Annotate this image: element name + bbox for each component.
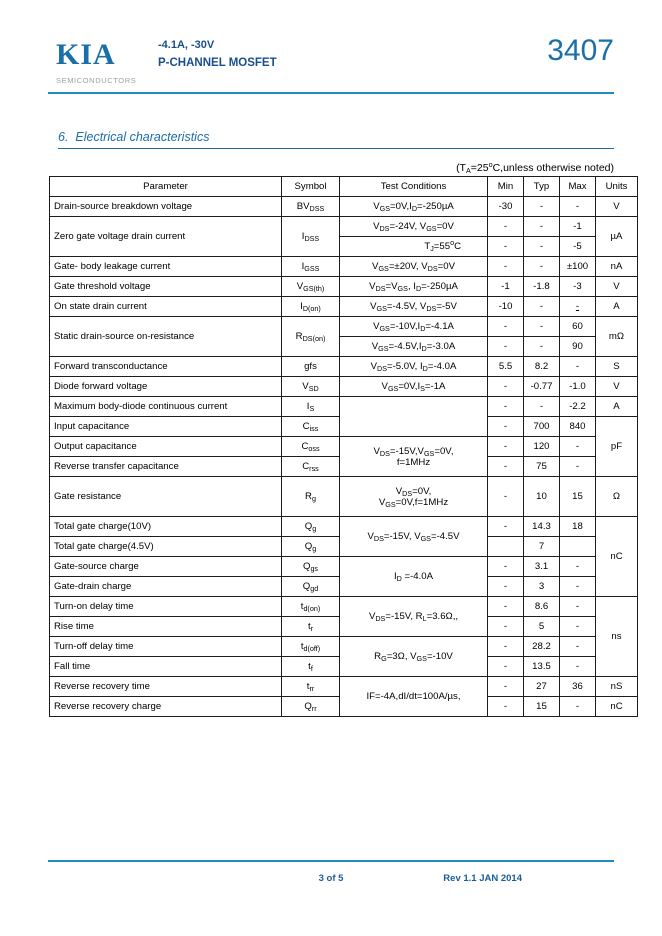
cell-symbol: $t_{d(off)}$ (282, 637, 340, 657)
column-header-symbol: Symbol (282, 177, 340, 197)
table-header-row (50, 177, 638, 197)
header-divider (48, 92, 614, 94)
cell-parameter: Static drain-source on-resistance (50, 317, 282, 357)
cell-typ: 8.6 (524, 597, 560, 617)
cell-parameter: Total gate charge(10V) (50, 517, 282, 537)
test-condition-note: ($T_A=25^oC,unless$ otherwise noted) (456, 160, 614, 175)
cell-typ: - (524, 257, 560, 277)
cell-typ: - (524, 297, 560, 317)
cell-symbol: $I_{GSS}$ (282, 257, 340, 277)
cell-units: nC (596, 517, 638, 597)
cell-max: - (560, 697, 596, 717)
cell-typ: 28.2 (524, 637, 560, 657)
cell-parameter: Output capacitance (50, 437, 282, 457)
table-row (50, 397, 638, 417)
page-header (48, 30, 614, 92)
cell-units: nA (596, 257, 638, 277)
cell-parameter: Reverse recovery time (50, 677, 282, 697)
device-type: P-CHANNEL MOSFET (158, 57, 277, 69)
cell-min: - (488, 697, 524, 717)
cell-symbol: $R_g$ (282, 477, 340, 517)
cell-conditions: $V_{DS}=V_{GS}$, $I_D=-250\mu A$ (340, 277, 488, 297)
cell-parameter: Gate-drain charge (50, 577, 282, 597)
cell-max: 90 (560, 337, 596, 357)
column-header-units: Units (596, 177, 638, 197)
cell-symbol: $I_{DSS}$ (282, 217, 340, 257)
cell-units: V (596, 197, 638, 217)
cell-symbol: $Q_{rr}$ (282, 697, 340, 717)
cell-max: ±100 (560, 257, 596, 277)
cell-symbol: $C_{rss}$ (282, 457, 340, 477)
cell-max: 18 (560, 517, 596, 537)
cell-parameter: Zero gate voltage drain current (50, 217, 282, 257)
cell-parameter: Diode forward voltage (50, 377, 282, 397)
cell-units: ns (596, 597, 638, 677)
company-logo-subtitle: SEMICONDUCTORS (56, 76, 137, 85)
cell-max (560, 537, 596, 557)
cell-typ: 75 (524, 457, 560, 477)
cell-min: - (488, 217, 524, 237)
cell-max: - (560, 357, 596, 377)
cell-parameter: Forward transconductance (50, 357, 282, 377)
cell-max: - (560, 437, 596, 457)
cell-parameter: Turn-on delay time (50, 597, 282, 617)
cell-typ: 27 (524, 677, 560, 697)
cell-typ: 700 (524, 417, 560, 437)
cell-max: - (560, 597, 596, 617)
cell-units: A (596, 397, 638, 417)
cell-symbol: gfs (282, 357, 340, 377)
cell-min: - (488, 337, 524, 357)
section-divider (58, 148, 614, 149)
cell-symbol: $BV_{DSS}$ (282, 197, 340, 217)
device-rating: -4.1A, -30V (158, 39, 215, 51)
cell-symbol: $I_{D(on)}$ (282, 297, 340, 317)
cell-max: - (560, 577, 596, 597)
cell-min: - (488, 397, 524, 417)
cell-units: pF (596, 417, 638, 477)
table-row (50, 357, 638, 377)
cell-max: - (560, 637, 596, 657)
cell-typ: 5 (524, 617, 560, 637)
cell-symbol: $V_{GS(th)}$ (282, 277, 340, 297)
cell-typ: - (524, 197, 560, 217)
cell-symbol: $Q_g$ (282, 537, 340, 557)
column-header-min: Min (488, 177, 524, 197)
table-row (50, 317, 638, 337)
table-row (50, 677, 638, 697)
cell-min: - (488, 657, 524, 677)
cell-conditions: $V_{DS}=0V$, $V_{GS}=0V,f=1MHz$ (340, 477, 488, 517)
cell-min: -10 (488, 297, 524, 317)
cell-min: - (488, 517, 524, 537)
cell-parameter: Maximum body-diode continuous current (50, 397, 282, 417)
cell-max: - (560, 557, 596, 577)
cell-min: - (488, 477, 524, 517)
table-row (50, 277, 638, 297)
cell-conditions: $V_{DS}=-15V$, $V_{GS}=-4.5V$ (340, 517, 488, 557)
cell-conditions: $R_G=3\Omega$, $V_{GS}=-10V$ (340, 637, 488, 677)
cell-symbol: $C_{iss}$ (282, 417, 340, 437)
section-heading (58, 130, 209, 144)
cell-typ: 8.2 (524, 357, 560, 377)
cell-max: -2.2 (560, 397, 596, 417)
cell-parameter: Gate-source charge (50, 557, 282, 577)
cell-min: -1 (488, 277, 524, 297)
cell-parameter: Rise time (50, 617, 282, 637)
cell-typ: 3.1 (524, 557, 560, 577)
cell-typ: - (524, 337, 560, 357)
cell-max: 840 (560, 417, 596, 437)
cell-conditions: $V_{GS}=0V,I_D=-250\mu A$ (340, 197, 488, 217)
cell-symbol: $Q_{gs}$ (282, 557, 340, 577)
cell-max: - (560, 297, 596, 317)
table-row (50, 257, 638, 277)
cell-max: 36 (560, 677, 596, 697)
cell-units: nC (596, 697, 638, 717)
cell-units: V (596, 277, 638, 297)
column-header-parameter: Parameter (50, 177, 282, 197)
cell-max: -3 (560, 277, 596, 297)
cell-symbol: $Q_g$ (282, 517, 340, 537)
cell-symbol: $R_{DS(on)}$ (282, 317, 340, 357)
cell-parameter: Fall time (50, 657, 282, 677)
cell-parameter: Reverse recovery charge (50, 697, 282, 717)
cell-units: A (596, 297, 638, 317)
cell-max: - (560, 197, 596, 217)
table-row (50, 437, 638, 457)
cell-typ: - (524, 397, 560, 417)
table-row (50, 197, 638, 217)
cell-conditions: $V_{DS}=-24V$, $V_{GS}=0V$ (340, 217, 488, 237)
cell-parameter: Drain-source breakdown voltage (50, 197, 282, 217)
cell-symbol: $t_{d(on)}$ (282, 597, 340, 617)
cell-typ: - (524, 217, 560, 237)
column-header-typ: Typ (524, 177, 560, 197)
cell-min: - (488, 437, 524, 457)
page-number: 3 of 5 (318, 873, 344, 884)
cell-parameter: Gate threshold voltage (50, 277, 282, 297)
cell-units: Ω (596, 477, 638, 517)
electrical-characteristics-table (49, 176, 638, 717)
cell-min (488, 537, 524, 557)
cell-min: - (488, 377, 524, 397)
cell-max: 15 (560, 477, 596, 517)
table-row (50, 477, 638, 517)
cell-typ: 13.5 (524, 657, 560, 677)
cell-conditions: $V_{GS}=0V,I_S=-1A$ (340, 377, 488, 397)
cell-max: 60 (560, 317, 596, 337)
cell-min: - (488, 637, 524, 657)
cell-max: - (560, 457, 596, 477)
table-row (50, 217, 638, 237)
cell-parameter: On state drain current (50, 297, 282, 317)
cell-max: - (560, 617, 596, 637)
cell-min: - (488, 237, 524, 257)
cell-symbol: $t_r$ (282, 617, 340, 637)
cell-max: -1.0 (560, 377, 596, 397)
cell-units: nS (596, 677, 638, 697)
footer-divider (48, 860, 614, 862)
table-row (50, 517, 638, 537)
cell-min: 5.5 (488, 357, 524, 377)
company-logo: KIA (56, 38, 116, 71)
electrical-characteristics-table-wrap (49, 176, 627, 717)
cell-min: - (488, 577, 524, 597)
cell-parameter: Total gate charge(4.5V) (50, 537, 282, 557)
cell-symbol: $t_f$ (282, 657, 340, 677)
table-row (50, 597, 638, 617)
cell-symbol: $Q_{gd}$ (282, 577, 340, 597)
table-row (50, 557, 638, 577)
cell-max: -5 (560, 237, 596, 257)
cell-typ: - (524, 237, 560, 257)
cell-max: - (560, 657, 596, 677)
cell-conditions: $I_D =-4.0A$ (340, 557, 488, 597)
cell-symbol: $C_{oss}$ (282, 437, 340, 457)
cell-typ: 10 (524, 477, 560, 517)
cell-min: - (488, 417, 524, 437)
cell-parameter: Reverse transfer capacitance (50, 457, 282, 477)
cell-min: - (488, 457, 524, 477)
cell-conditions: IF=-4A,dI/dt=100A/µs, (340, 677, 488, 717)
cell-typ: 7 (524, 537, 560, 557)
cell-units: mΩ (596, 317, 638, 357)
cell-symbol: $I_S$ (282, 397, 340, 417)
revision-label: Rev 1.1 JAN 2014 (443, 873, 522, 884)
cell-conditions: $V_{GS}=-4.5V$, $V_{DS}=-5V$ (340, 297, 488, 317)
cell-conditions: $V_{GS}=\pm 20V$, $V_{DS}=0V$ (340, 257, 488, 277)
table-row (50, 637, 638, 657)
cell-typ: 120 (524, 437, 560, 457)
table-row (50, 297, 638, 317)
cell-symbol: $t_{rr}$ (282, 677, 340, 697)
cell-typ: 3 (524, 577, 560, 597)
cell-conditions: $V_{GS}=-4.5V,I_D=-3.0A$ (340, 337, 488, 357)
cell-min: - (488, 617, 524, 637)
cell-conditions (340, 397, 488, 437)
cell-units: V (596, 377, 638, 397)
cell-parameter: Gate- body leakage current (50, 257, 282, 277)
cell-conditions: $V_{DS}=-5.0V$, $I_D=-4.0A$ (340, 357, 488, 377)
cell-parameter: Turn-off delay time (50, 637, 282, 657)
cell-min: - (488, 597, 524, 617)
section-number: 6. (58, 130, 69, 144)
cell-typ: 15 (524, 697, 560, 717)
cell-conditions: $V_{GS}=-10V,I_D=-4.1A$ (340, 317, 488, 337)
cell-units: S (596, 357, 638, 377)
cell-typ: -0.77 (524, 377, 560, 397)
cell-typ: -1.8 (524, 277, 560, 297)
cell-typ: - (524, 317, 560, 337)
cell-parameter: Gate resistance (50, 477, 282, 517)
column-header-conditions: Test Conditions (340, 177, 488, 197)
cell-min: - (488, 257, 524, 277)
cell-conditions: $V_{DS}=-15V$, $R_L=3.6\Omega$,, (340, 597, 488, 637)
column-header-max: Max (560, 177, 596, 197)
cell-min: -30 (488, 197, 524, 217)
part-number: 3407 (547, 34, 614, 67)
cell-units: µA (596, 217, 638, 257)
cell-max: -1 (560, 217, 596, 237)
cell-parameter: Input capacitance (50, 417, 282, 437)
cell-symbol: $V_{SD}$ (282, 377, 340, 397)
cell-conditions: $V_{DS}=-15V,V_{GS}=0V$, f=1MHz (340, 437, 488, 477)
cell-min: - (488, 677, 524, 697)
table-row (50, 377, 638, 397)
cell-min: - (488, 317, 524, 337)
cell-conditions: $T_J=55^oC$ (340, 237, 488, 257)
cell-min: - (488, 557, 524, 577)
section-title-text: Electrical characteristics (75, 130, 210, 144)
cell-typ: 14.3 (524, 517, 560, 537)
